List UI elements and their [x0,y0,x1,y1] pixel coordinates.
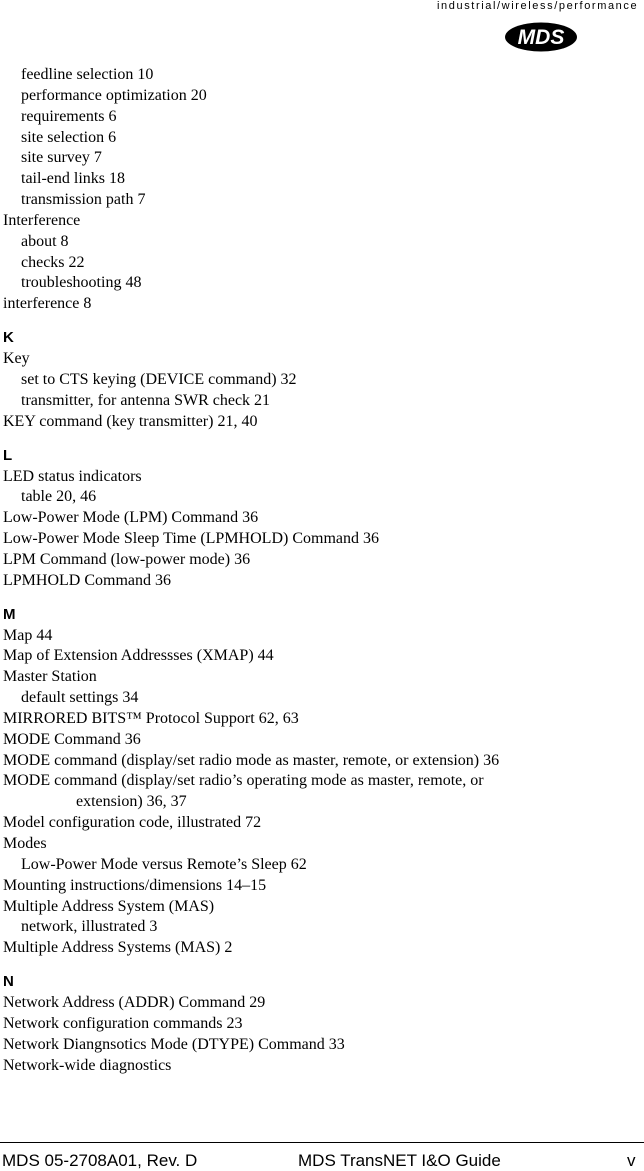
index-entry: Network configuration commands 23 [3,1014,243,1032]
index-letter-heading: N [3,973,14,991]
index-entry: Map 44 [3,626,53,644]
index-subentry: troubleshooting 48 [21,274,142,292]
document-number: MDS 05-2708A01, Rev. D [2,1151,198,1170]
index-entry: LED status indicators [3,467,142,485]
brand-tagline: industrial/wireless/performance [437,0,639,12]
index-list [3,65,639,1076]
index-subentry: set to CTS keying (DEVICE command) 32 [21,370,297,388]
index-entry: LPMHOLD Command 36 [3,571,171,589]
index-entry: Network-wide diagnostics [3,1056,172,1074]
index-subentry: site selection 6 [21,128,117,146]
index-entry: Low-Power Mode Sleep Time (LPMHOLD) Command 36 [3,530,379,548]
index-subentry: network, illustrated 3 [21,918,158,936]
index-entry-continuation: extension) 36, 37 [76,793,187,811]
index-subentry: tail-end links 18 [21,170,125,188]
index-entry: Multiple Address Systems (MAS) 2 [3,939,233,957]
index-letter-heading: K [3,329,14,347]
index-entry: MODE command (display/set radio mode as master, remote, or extension) 36 [3,751,500,769]
index-entry: KEY command (key transmitter) 21, 40 [3,412,258,430]
page-footer [0,1151,644,1171]
index-letter-heading: M [3,605,16,623]
mds-logo [504,22,578,52]
index-subentry: feedline selection 10 [21,66,154,83]
guide-title: MDS TransNET I&O Guide [298,1151,501,1170]
index-entry: Multiple Address System (MAS) [3,897,215,915]
index-entry: Modes [3,835,47,852]
index-entry: LPM Command (low-power mode) 36 [3,550,251,568]
index-entry: Network Address (ADDR) Command 29 [3,994,266,1012]
index-subentry: table 20, 46 [21,488,97,506]
index-subentry: Low-Power Mode versus Remote’s Sleep 62 [21,855,307,873]
index-subentry: requirements 6 [21,107,117,125]
index-subentry: transmission path 7 [21,191,146,209]
index-entry: Map of Extension Addressses (XMAP) 44 [3,647,274,665]
index-subentry: default settings 34 [21,689,139,707]
index-entry: interference 8 [3,295,92,313]
index-entry: Interference [3,211,81,229]
index-subentry: performance optimization 20 [21,86,207,104]
index-subentry: transmitter, for antenna SWR check 21 [21,391,271,409]
index-subentry: about 8 [21,232,69,250]
index-entry: Low-Power Mode (LPM) Command 36 [3,509,259,527]
index-entry: MODE command (display/set radio’s operating mode as master, remote, or [3,772,484,790]
index-subentry: checks 22 [21,253,85,271]
index-entry: Key [3,350,30,368]
index-entry: Network Diangnsotics Mode (DTYPE) Command 33 [3,1035,345,1053]
page-number: v [627,1151,636,1170]
index-letter-heading: L [3,446,13,464]
index-subentry: site survey 7 [21,149,102,167]
footer-rule [0,1142,644,1143]
logo-text: MDS [517,26,565,49]
index-entry: Model configuration code, illustrated 72 [3,814,262,832]
index-entry: Master Station [3,668,97,686]
index-entry: MIRRORED BITS™ Protocol Support 62, 63 [3,709,299,727]
index-entry: MODE Command 36 [3,730,141,748]
index-entry: Mounting instructions/dimensions 14–15 [3,876,267,894]
